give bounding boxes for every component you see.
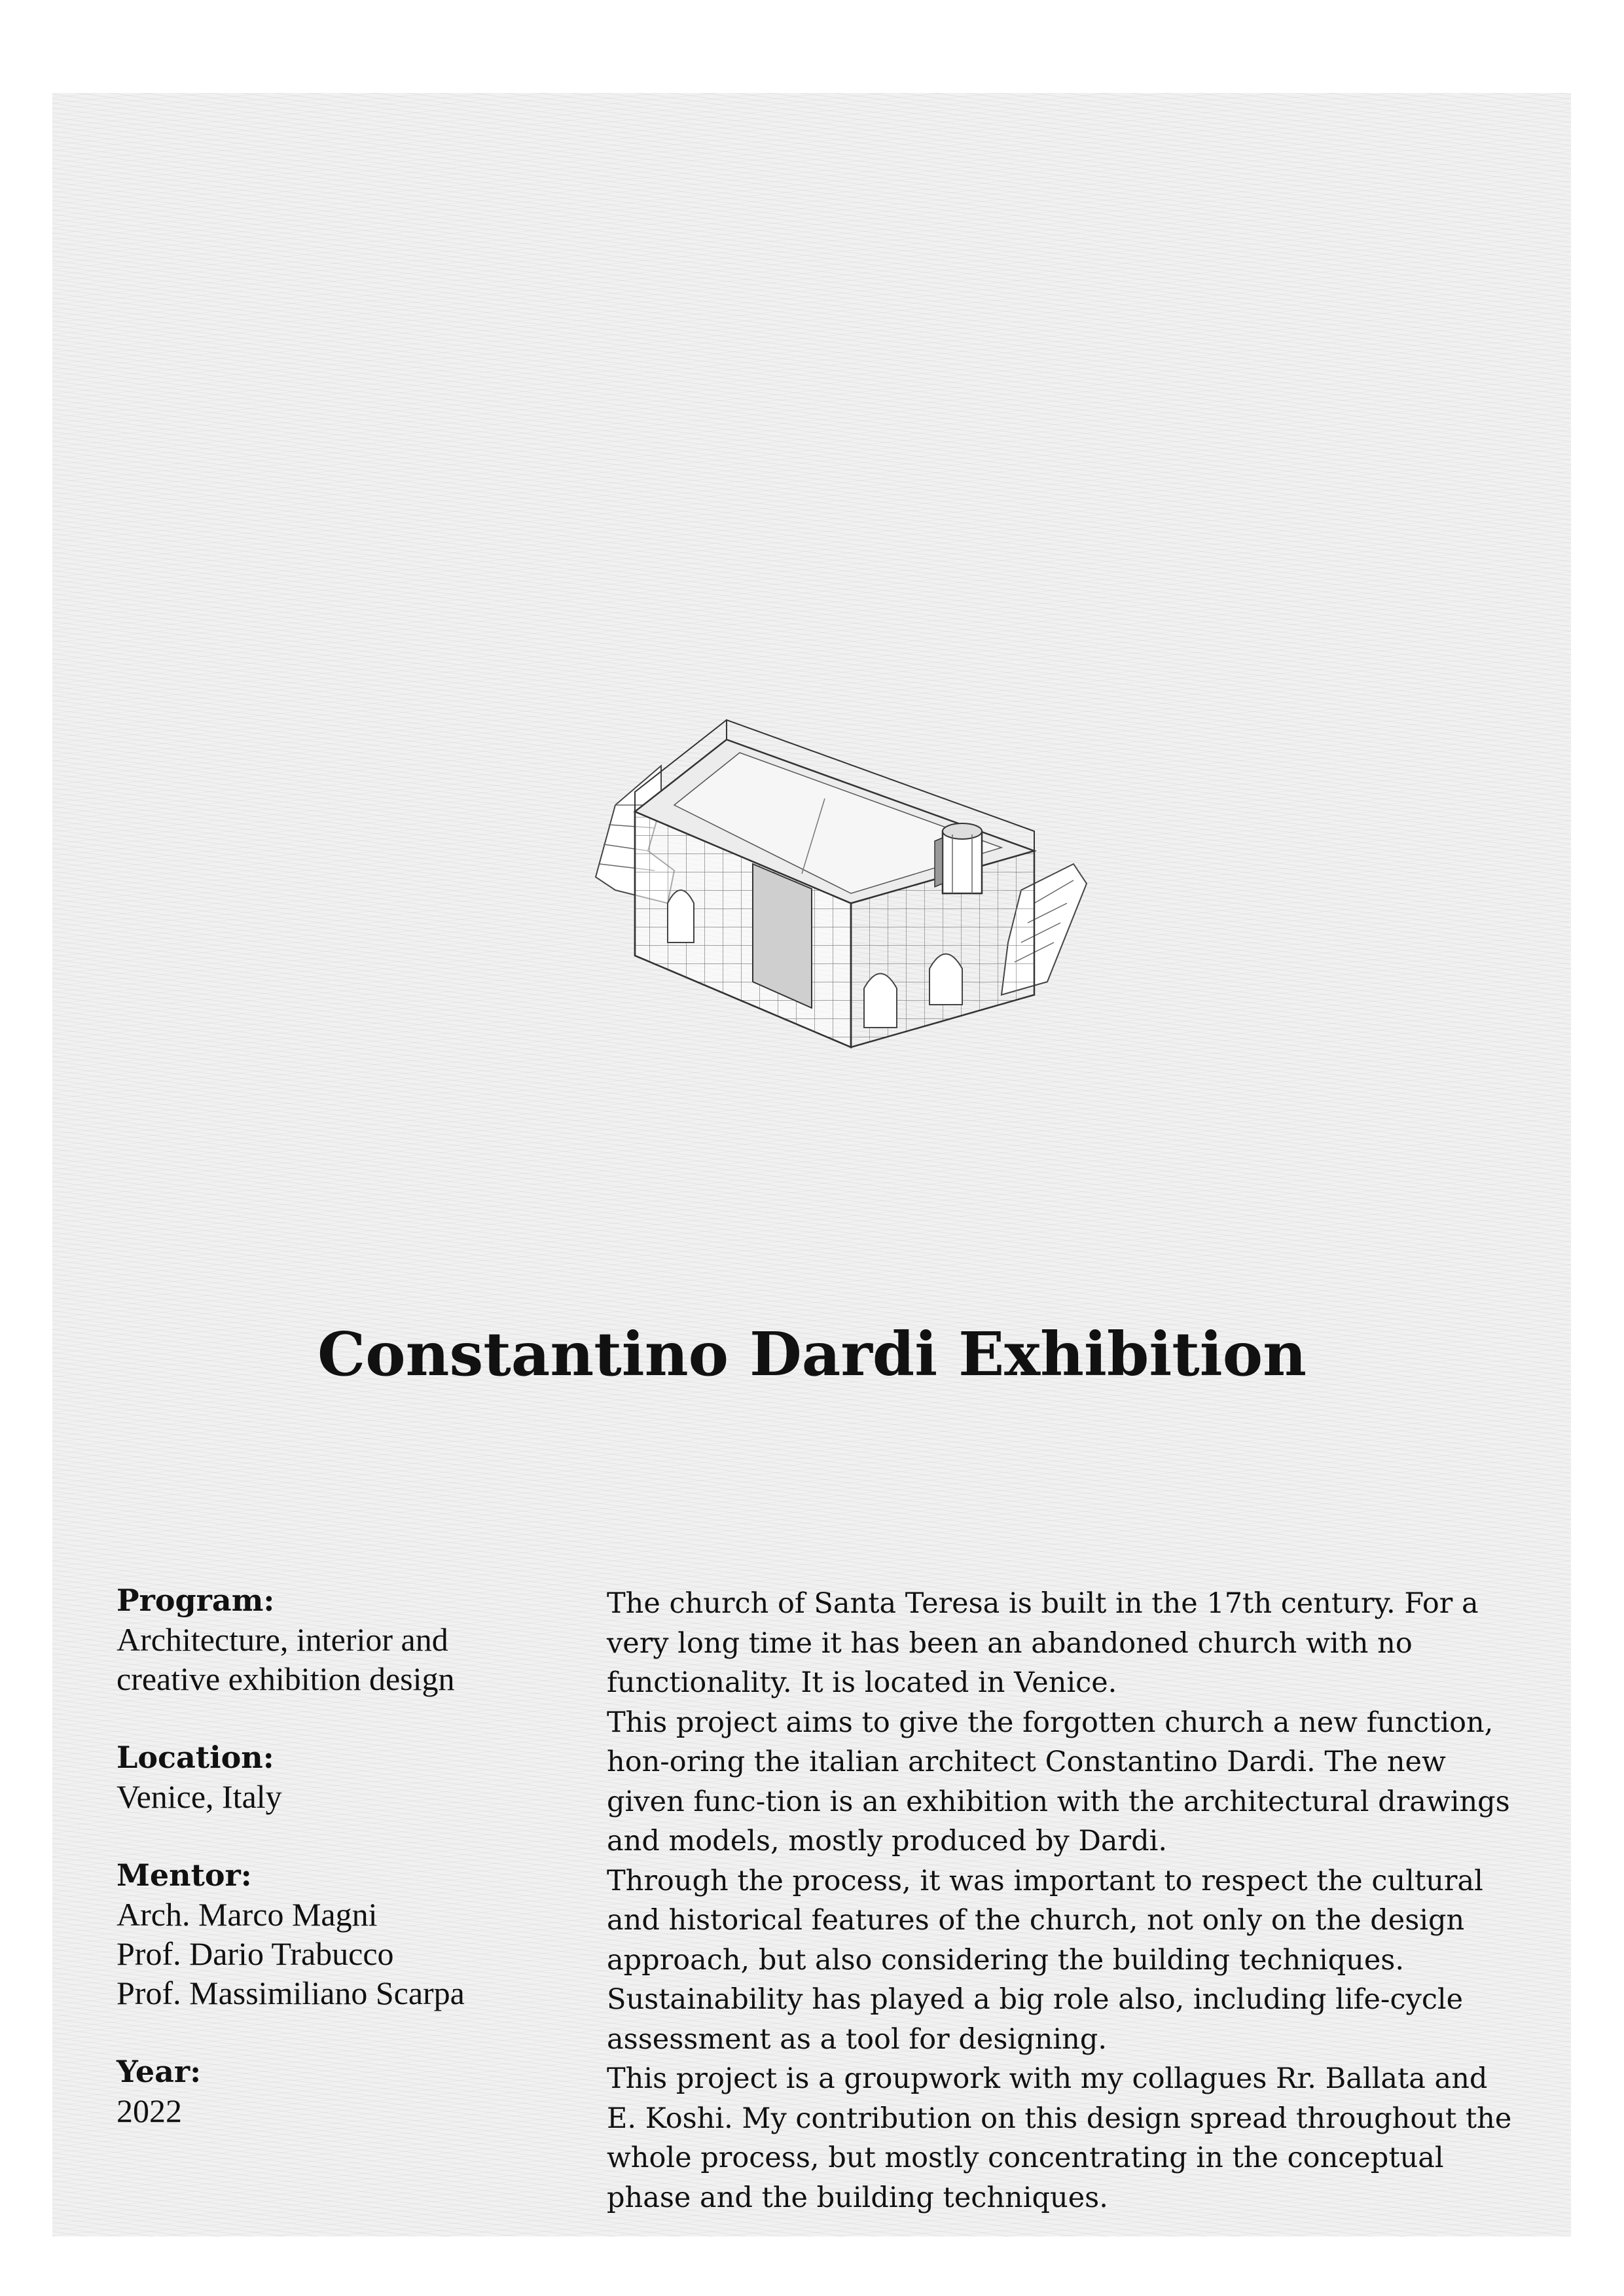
year-block (117, 2052, 535, 2130)
location-value: Venice, Italy (117, 1778, 282, 1815)
project-title: Constantino Dardi Exhibition (317, 1319, 1307, 1390)
description-paragraph: This project is a groupwork with my collagues Rr. Ballata and E. Koshi. My contribution on this design spread throughout the whole process, but mostly concentrating in the conceptual phase and the building techniques. (607, 2062, 1512, 2214)
mentor-label: Mentor: (117, 1857, 252, 1893)
description-paragraph: The church of Santa Teresa is built in the 17th century. For a very long time it has been an abandoned church with no functionality. It is located in Venice. (607, 1587, 1479, 1699)
program-label: Program: (117, 1583, 275, 1618)
mentor-name: Arch. Marco Magni (117, 1896, 378, 1933)
mentor-name: Prof. Dario Trabucco (117, 1935, 394, 1972)
location-label: Location: (117, 1740, 274, 1775)
program-line: creative exhibition design (117, 1660, 455, 1697)
description-paragraph: Through the process, it was important to respect the cultural and historical features of the church, not only on the design approach, but also considering the building techniques. Sustainability has played a big role also, including life-cycle assessment as a tool for designing. (607, 1864, 1483, 2056)
program-line: Architecture, interior and (117, 1621, 448, 1658)
year-label: Year: (117, 2054, 202, 2089)
mentor-name: Prof. Massimiliano Scarpa (117, 1975, 465, 2011)
project-meta (117, 1581, 535, 2170)
axonometric-building-drawing (576, 707, 1113, 1073)
mentor-block (117, 1856, 535, 2013)
location-block (117, 1738, 535, 1816)
project-description (607, 1584, 1523, 2217)
program-block (117, 1581, 535, 1698)
year-value: 2022 (117, 2092, 182, 2129)
description-paragraph: This project aims to give the forgotten church a new function, hon-oring the italian architect Constantino Dardi. The new given func-tion is an exhibition with the architectural drawings and models, mostly produced by Dardi. (607, 1706, 1510, 1857)
